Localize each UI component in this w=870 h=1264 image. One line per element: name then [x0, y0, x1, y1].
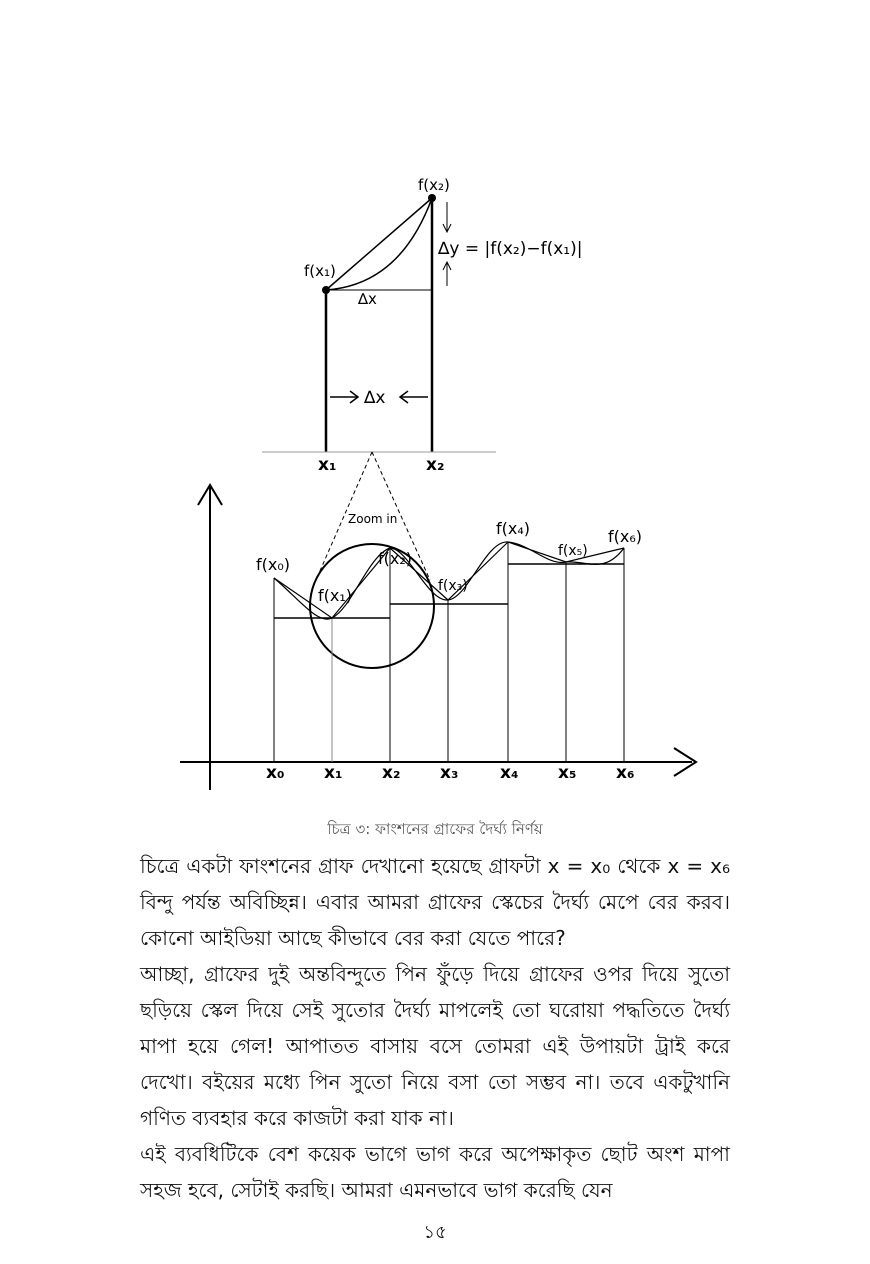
paragraph-1: চিত্রে একটা ফাংশনের গ্রাফ দেখানো হয়েছে গ্রাফটা x = x₀ থেকে x = x₆ বিন্দু পর্যন্ত অবিচ্ছিন্ন। এবার আমরা গ্রাফের স্কেচের দৈর্ঘ্য মেপে বের করব। কোনো আইডিয়া আছে কীভাবে বের করা যেতে পারে?	[140, 854, 730, 950]
division-lines	[274, 542, 624, 762]
label-f-x0: f(x₀)	[256, 555, 290, 574]
label-delta-x-bottom: ∆x	[364, 388, 386, 408]
zoom-circle	[310, 544, 434, 668]
tick-x4: x₄	[500, 763, 519, 783]
label-f-x2-main: f(x₂)	[378, 549, 412, 568]
point-f-x2	[428, 194, 436, 202]
tick-x2: x₂	[382, 763, 401, 783]
tick-x3: x₃	[440, 763, 459, 783]
label-x2-top: x₂	[426, 455, 445, 475]
tick-x1: x₁	[324, 763, 343, 783]
paragraph-3: এই ব্যবধিটিকে বেশ কয়েক ভাগে ভাগ করে অপেক্ষাকৃত ছোট অংশ মাপা সহজ হবে, সেটাই করছি। আমরা এমনভাবে ভাগ করেছি যেন	[140, 1142, 730, 1202]
secant-line	[326, 198, 432, 290]
label-f-x2: f(x₂)	[418, 176, 450, 194]
page-number: ১৫	[423, 1222, 447, 1243]
tick-x6: x₆	[616, 763, 635, 783]
point-f-x1	[322, 286, 330, 294]
figure-caption: চিত্র ৩: ফাংশনের গ্রাফের দৈর্ঘ্য নির্ণয়	[327, 820, 543, 838]
paragraph-2: আচ্ছা, গ্রাফের দুই অন্তবিন্দুতে পিন ফুঁড়ে দিয়ে গ্রাফের ওপর দিয়ে সুতো ছড়িয়ে স্কেল দিয়ে সেই সুতোর দৈর্ঘ্য মাপলেই তো ঘরোয়া পদ্ধতিতে দৈর্ঘ্য মাপা হয়ে গেল! আপাতত বাসায় বসে তোমরা এই উপায়টা ট্রাই করে দেখো। বইয়ের মধ্যে পিন সুতো নিয়ে বসা তো সম্ভব না। তবে একটুখানি গণিত ব্যবহার করে কাজটা করা যাক না।	[140, 962, 730, 1130]
label-f-x1-main: f(x₁)	[318, 586, 352, 605]
label-f-x5: f(x₅)	[558, 543, 588, 559]
zoom-detail	[262, 198, 496, 452]
axis-tick-labels	[266, 763, 634, 783]
tick-x0: x₀	[266, 763, 285, 783]
label-x1-top: x₁	[318, 455, 337, 475]
label-f-x1: f(x₁)	[304, 262, 336, 280]
label-f-x6: f(x₆)	[608, 527, 642, 546]
label-delta-x-top: ∆x	[358, 290, 377, 308]
label-f-x4: f(x₄)	[496, 519, 530, 538]
tick-x5: x₅	[558, 763, 577, 783]
zoom-label: Zoom in	[348, 512, 398, 526]
label-delta-y: ∆y = |f(x₂)−f(x₁)|	[438, 239, 583, 259]
label-f-x3: f(x₃)	[438, 578, 468, 594]
